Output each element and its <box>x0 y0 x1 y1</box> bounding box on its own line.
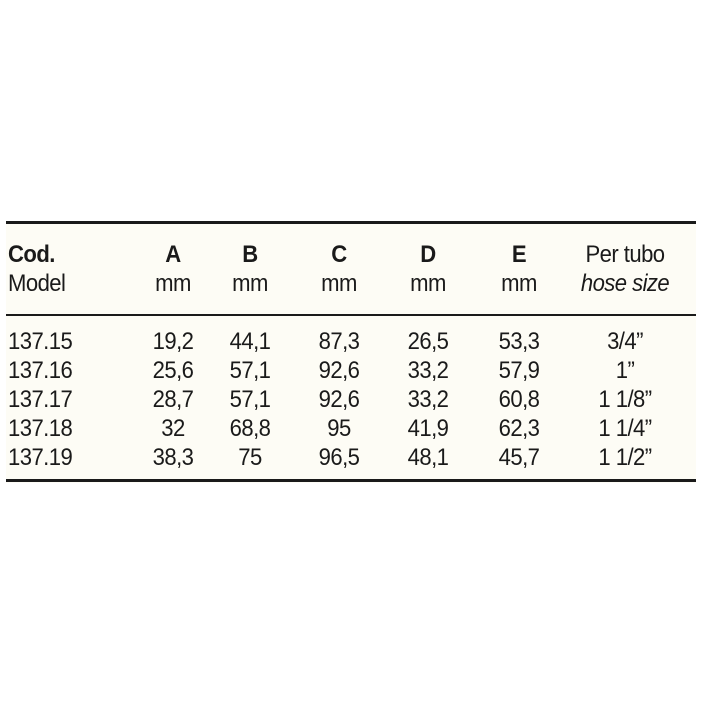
header-b-unit: mm <box>232 270 268 297</box>
cell-code: 137.17 <box>8 386 73 413</box>
cell-b: 57,1 <box>229 386 271 413</box>
header-hose-size: hose size <box>580 270 670 297</box>
cell-code: 137.16 <box>8 357 73 384</box>
table-row <box>6 443 696 472</box>
table-header-rule <box>6 314 696 316</box>
cell-c: 92,6 <box>318 386 360 413</box>
cell-a: 25,6 <box>152 357 194 384</box>
header-b: B <box>242 241 258 268</box>
cell-d: 33,2 <box>407 357 449 384</box>
cell-a: 38,3 <box>152 444 194 471</box>
cell-hose: 1 1/8” <box>598 386 652 413</box>
header-e: E <box>511 241 527 268</box>
header-hose: Per tubo <box>585 241 665 268</box>
table-row <box>6 385 696 414</box>
table-row <box>6 414 696 443</box>
cell-code: 137.19 <box>8 444 73 471</box>
cell-b: 68,8 <box>229 415 271 442</box>
cell-d: 33,2 <box>407 386 449 413</box>
cell-e: 60,8 <box>498 386 540 413</box>
cell-hose: 3/4” <box>607 328 643 355</box>
cell-hose: 1” <box>615 357 635 384</box>
cell-b: 44,1 <box>229 328 271 355</box>
cell-hose: 1 1/4” <box>598 415 652 442</box>
cell-code: 137.15 <box>8 328 73 355</box>
cell-d: 41,9 <box>407 415 449 442</box>
cell-c: 87,3 <box>318 328 360 355</box>
cell-b: 57,1 <box>229 357 271 384</box>
header-e-unit: mm <box>501 270 537 297</box>
header-model: Model <box>8 270 66 297</box>
cell-a: 28,7 <box>152 386 194 413</box>
cell-e: 57,9 <box>498 357 540 384</box>
header-code: Cod. <box>8 241 55 268</box>
cell-e: 62,3 <box>498 415 540 442</box>
cell-e: 53,3 <box>498 328 540 355</box>
cell-a: 32 <box>161 415 185 442</box>
cell-b: 75 <box>238 444 262 471</box>
cell-d: 48,1 <box>407 444 449 471</box>
header-a: A <box>165 241 181 268</box>
cell-c: 96,5 <box>318 444 360 471</box>
table-top-rule <box>6 221 696 224</box>
cell-hose: 1 1/2” <box>598 444 652 471</box>
table-row <box>6 356 696 385</box>
cell-e: 45,7 <box>498 444 540 471</box>
cell-a: 19,2 <box>152 328 194 355</box>
cell-c: 95 <box>327 415 351 442</box>
cell-code: 137.18 <box>8 415 73 442</box>
header-c-unit: mm <box>321 270 357 297</box>
table-bottom-rule <box>6 479 696 482</box>
header-d: D <box>420 241 436 268</box>
spec-table <box>6 221 696 483</box>
header-a-unit: mm <box>155 270 191 297</box>
header-d-unit: mm <box>410 270 446 297</box>
cell-c: 92,6 <box>318 357 360 384</box>
table-row <box>6 327 696 356</box>
cell-d: 26,5 <box>407 328 449 355</box>
header-c: C <box>331 241 347 268</box>
